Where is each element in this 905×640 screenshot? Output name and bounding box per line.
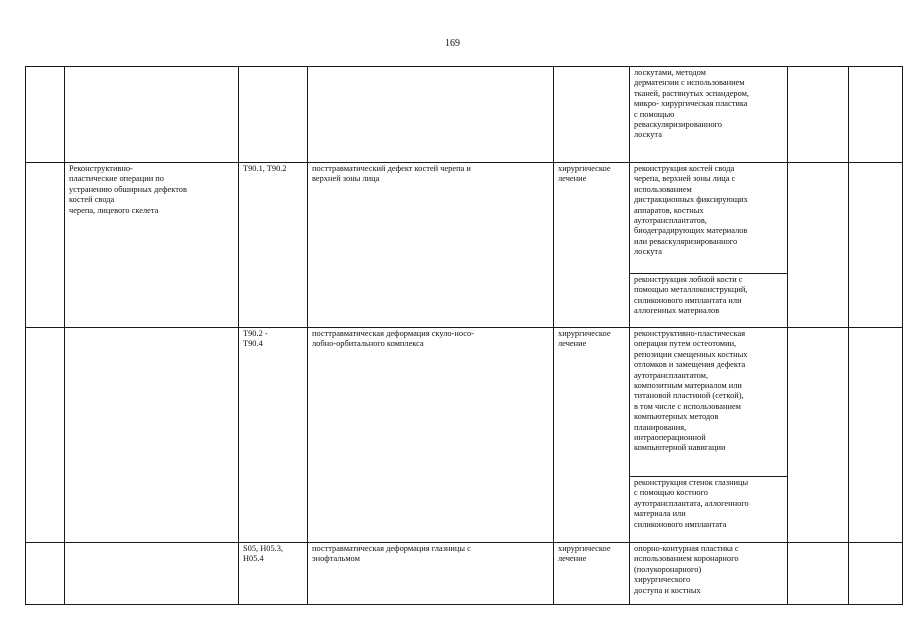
text-line: компьютерных методов	[634, 412, 719, 422]
text-line: дерматензии с использованием	[634, 78, 745, 88]
cell-methods	[630, 163, 788, 328]
cell-group	[65, 328, 239, 543]
cell-blank	[788, 163, 849, 328]
text-line: лоскута	[634, 130, 662, 140]
text-line: аллогенных материалов	[634, 306, 720, 316]
cell-blank	[849, 163, 903, 328]
cell-number	[26, 328, 65, 543]
text-line: композитным материалом или	[634, 381, 742, 391]
cell-codes	[239, 543, 308, 605]
cell-treatment	[554, 67, 630, 163]
text-line: (полукоронарного)	[634, 564, 702, 574]
text-line: устранению обширных дефектов	[69, 184, 187, 194]
text-line: H05.4	[243, 554, 264, 564]
method-block	[630, 163, 787, 273]
cell-blank	[788, 328, 849, 543]
text-line: опорно-контурная пластика с	[634, 544, 739, 553]
cell-number	[26, 163, 65, 328]
method-block	[630, 328, 787, 476]
cell-blank	[788, 67, 849, 163]
cell-number	[26, 543, 65, 605]
text-line: помощью металлоконструкций,	[634, 285, 748, 295]
text-line: хирургическое	[558, 329, 611, 338]
cell-blank	[788, 543, 849, 605]
cell-codes	[239, 163, 308, 328]
text-line: силиконового имплантата или	[634, 295, 742, 305]
text-line: Реконструктивно-	[69, 164, 133, 173]
text-line: реконструкция костей свода	[634, 164, 735, 173]
cell-treatment	[554, 328, 630, 543]
text-line: аппаратов, костных	[634, 205, 704, 215]
cell-blank	[849, 328, 903, 543]
text-line: компьютерной навигации	[634, 443, 726, 453]
text-line: биодеградирующих материалов	[634, 226, 748, 236]
text-line: силиконового имплантата	[634, 519, 727, 529]
text-line: лечение	[558, 339, 587, 349]
table-row	[26, 328, 903, 543]
cell-codes	[239, 328, 308, 543]
text-line: хирургическое	[558, 544, 611, 553]
text-line: с помощью костного	[634, 488, 708, 498]
cell-diagnosis	[308, 163, 554, 328]
text-line: черепа, верхней зоны лица с	[634, 174, 736, 184]
cell-diagnosis	[308, 328, 554, 543]
cell-codes	[239, 67, 308, 163]
text-line: T90.1, T90.2	[243, 164, 287, 173]
text-line: лечение	[558, 174, 587, 184]
text-line: реконструкция стенок глазницы	[634, 478, 749, 487]
text-line: аутотрансплантатов,	[634, 216, 707, 226]
text-line: хирургическое	[558, 164, 611, 173]
text-line: костей свода	[69, 195, 115, 205]
procedures-table	[25, 66, 903, 605]
table-row	[26, 163, 903, 328]
text-line: аутотрансплантата, аллогенного	[634, 498, 749, 508]
cell-number	[26, 67, 65, 163]
text-line: материала или	[634, 509, 686, 519]
text-line: использованием коронарного	[634, 554, 739, 564]
text-line: с помощью	[634, 109, 675, 119]
text-line: посттравматический дефект костей черепа и	[312, 164, 471, 173]
text-line: T90.4	[243, 339, 263, 349]
method-block	[630, 476, 787, 542]
text-line: энофтальмом	[312, 554, 360, 564]
method-block	[630, 273, 787, 327]
cell-blank	[849, 67, 903, 163]
cell-group	[65, 163, 239, 328]
text-line: лечение	[558, 554, 587, 564]
text-line: аутотрансплантатом,	[634, 370, 709, 380]
cell-treatment	[554, 163, 630, 328]
text-line: лобно-орбитального комплекса	[312, 339, 424, 349]
text-line: посттравматическая деформация глазницы с	[312, 544, 471, 553]
cell-blank	[849, 543, 903, 605]
text-line: реваскуляризированного	[634, 120, 722, 130]
cell-group	[65, 67, 239, 163]
text-line: в том числе с использованием	[634, 401, 741, 411]
cell-methods	[630, 328, 788, 543]
text-line: хирургического	[634, 575, 691, 585]
cell-methods	[630, 543, 788, 605]
table-row	[26, 543, 903, 605]
text-line: операция путем остеотомии,	[634, 339, 737, 349]
text-line: T90.2 -	[243, 329, 268, 338]
text-line: дистракционных фиксирующих	[634, 195, 748, 205]
method-block	[630, 67, 787, 141]
text-line: интраоперационной	[634, 433, 706, 443]
cell-diagnosis	[308, 543, 554, 605]
text-line: титановой пластиной (сеткой),	[634, 391, 744, 401]
text-line: реконструкция лобной кости с	[634, 275, 743, 284]
text-line: доступа и костных	[634, 585, 701, 595]
method-block	[630, 543, 787, 596]
text-line: пластические операции по	[69, 174, 164, 184]
text-line: лоскутами, методом	[634, 68, 706, 77]
text-line: или реваскуляризированного	[634, 236, 738, 246]
text-line: верхней зоны лица	[312, 174, 380, 184]
text-line: S05, H05.3,	[243, 544, 284, 553]
text-line: планирования,	[634, 422, 687, 432]
cell-diagnosis	[308, 67, 554, 163]
text-line: микро- хирургическая пластика	[634, 99, 748, 109]
text-line: лоскута	[634, 247, 662, 257]
table-row	[26, 67, 903, 163]
text-line: отломков и замещения дефекта	[634, 360, 746, 370]
text-line: черепа, лицевого скелета	[69, 205, 159, 215]
text-line: посттравматическая деформация скуло-носо-	[312, 329, 474, 338]
text-line: репозиции смещенных костных	[634, 349, 748, 359]
cell-group	[65, 543, 239, 605]
text-line: использованием	[634, 184, 692, 194]
text-line: тканей, растянутых эспандером,	[634, 88, 750, 98]
cell-methods	[630, 67, 788, 163]
text-line: реконструктивно-пластическая	[634, 329, 746, 338]
page-number: 169	[445, 38, 460, 49]
cell-treatment	[554, 543, 630, 605]
